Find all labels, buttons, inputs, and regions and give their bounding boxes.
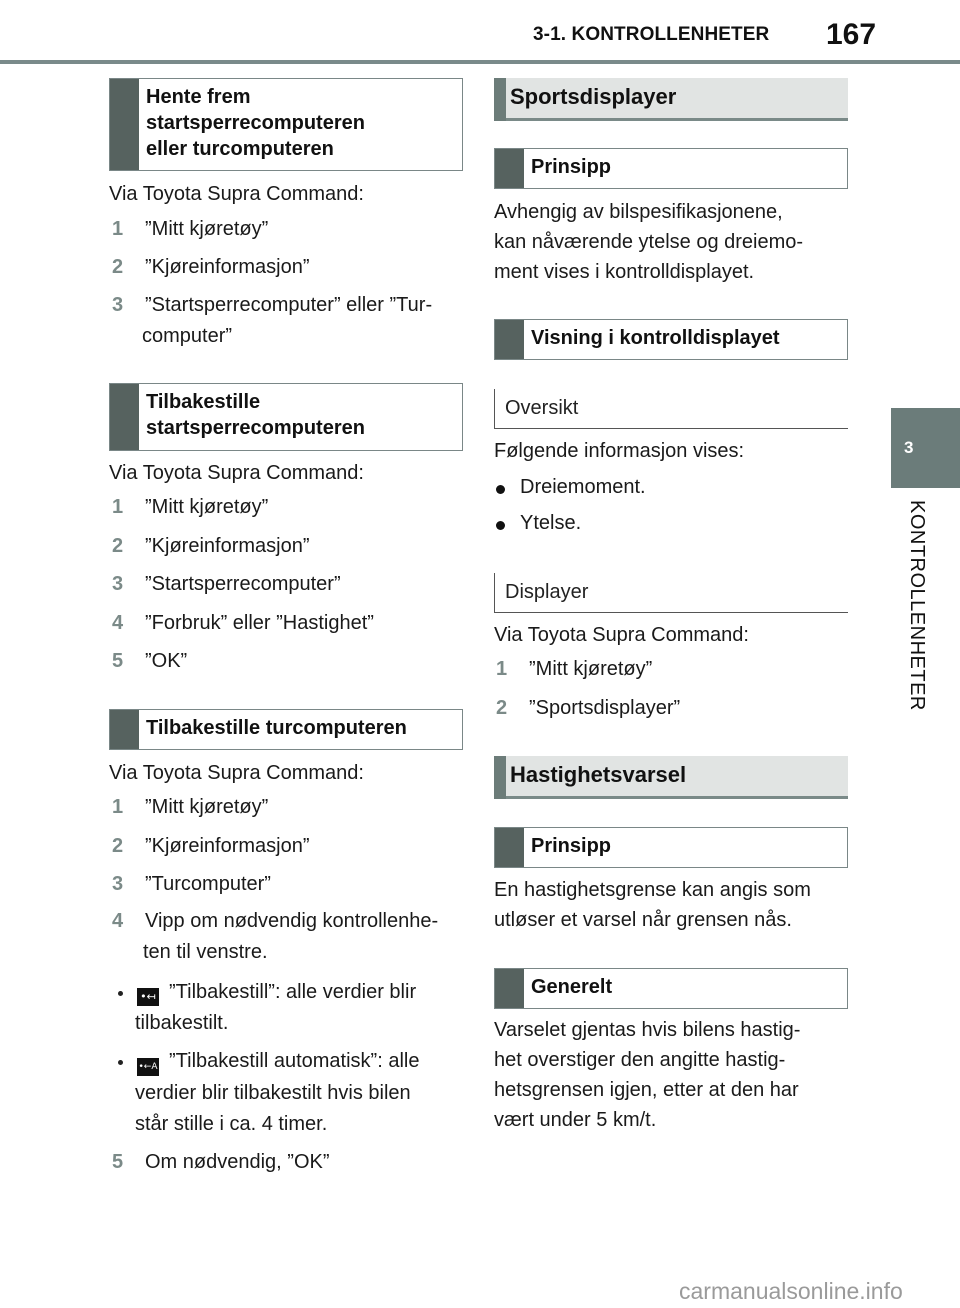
step-text: ”Forbruk” eller ”Hastighet”	[145, 612, 374, 634]
intro-text: Via Toyota Supra Command:	[109, 462, 364, 484]
step-text: ”Mitt kjøretøy”	[145, 496, 269, 518]
step-number: 3	[112, 294, 124, 316]
minorheading-oversikt	[494, 389, 848, 429]
minorheading-displayer	[494, 573, 848, 613]
step-text: ”Startsperrecomputer”	[145, 573, 341, 595]
bullet-dot	[118, 1060, 123, 1065]
step-number: 5	[112, 650, 124, 672]
paragraph-line: ment vises i kontrolldisplayet.	[494, 261, 755, 283]
paragraph-line: Avhengig av bilspesifikasjonene,	[494, 201, 783, 223]
paragraph-line: Varselet gjentas hvis bilens hastig-	[494, 1019, 801, 1041]
step-number: 2	[112, 256, 124, 278]
intro-text: Via Toyota Supra Command:	[109, 762, 364, 784]
step-text-continued: ten til venstre.	[143, 941, 268, 963]
intro-text: Via Toyota Supra Command:	[109, 183, 364, 205]
section-header-title: 3-1. KONTROLLENHETER	[533, 24, 770, 45]
paragraph-line: vært under 5 km/t.	[494, 1109, 657, 1131]
subheading-visning	[494, 319, 848, 360]
subheading-bar	[495, 149, 524, 188]
bullet-dot	[496, 521, 505, 530]
minorheading-label: Displayer	[505, 581, 589, 603]
bullet-dot	[118, 991, 123, 996]
step-number: 5	[112, 1151, 124, 1173]
heading-sportsdisplayer	[494, 78, 848, 121]
heading-label: Hastighetsvarsel	[510, 762, 687, 787]
subheading-bar	[495, 969, 524, 1008]
step-text: ”Turcomputer”	[145, 873, 271, 895]
chapter-side-label: KONTROLLENHETER	[906, 500, 928, 711]
subheading-label: Prinsipp	[531, 156, 612, 178]
page-number: 167	[826, 18, 877, 51]
step-text: Om nødvendig, ”OK”	[145, 1151, 330, 1173]
chapter-tab	[891, 408, 960, 488]
heading-bar	[494, 756, 506, 799]
subheading-bar	[110, 384, 139, 450]
step-text: ”Mitt kjøretøy”	[145, 796, 269, 818]
step-number: 1	[496, 658, 508, 680]
subheading-generelt	[494, 968, 848, 1009]
auto-reset-icon: •←A	[137, 1058, 159, 1076]
chapter-number: 3	[904, 438, 914, 457]
header-divider	[0, 60, 960, 64]
option-text: ”Tilbakestill automatisk”: alle	[169, 1050, 420, 1072]
option-line	[137, 1046, 419, 1077]
heading-label: Sportsdisplayer	[510, 84, 677, 109]
step-text: ”Mitt kjøretøy”	[145, 218, 269, 240]
subheading-line: Hente frem	[146, 86, 251, 108]
step-number: 2	[112, 835, 124, 857]
subheading-label: Generelt	[531, 976, 613, 998]
subheading-label: Prinsipp	[531, 835, 612, 857]
subheading-bar	[495, 828, 524, 867]
option-text-continued: står stille i ca. 4 timer.	[135, 1113, 328, 1135]
option-text-continued: tilbakestilt.	[135, 1012, 229, 1034]
subheading-prinsipp-speed	[494, 827, 848, 868]
step-number: 3	[112, 873, 124, 895]
step-text: ”Sportsdisplayer”	[529, 697, 681, 719]
step-number: 1	[112, 796, 124, 818]
paragraph-line: hetsgrensen igjen, etter at den har	[494, 1079, 799, 1101]
step-number: 2	[496, 697, 508, 719]
step-number: 2	[112, 535, 124, 557]
step-text: ”Startsperrecomputer” eller ”Tur-	[145, 294, 433, 316]
subheading-line: Tilbakestille	[146, 391, 261, 413]
subheading-label	[146, 389, 456, 441]
step-number: 1	[112, 496, 124, 518]
step-text: ”OK”	[145, 650, 188, 672]
intro-text: Via Toyota Supra Command:	[494, 624, 749, 646]
step-text-continued: computer”	[142, 325, 233, 347]
step-text: Vipp om nødvendig kontrollenhe-	[145, 910, 439, 932]
subheading-label	[146, 84, 456, 162]
option-line	[137, 977, 416, 1008]
step-text: ”Kjøreinformasjon”	[145, 535, 310, 557]
subheading-bar	[495, 320, 524, 359]
subheading-line: startsperrecomputeren	[146, 417, 365, 439]
watermark-link[interactable]: carmanualsonline.info	[679, 1278, 903, 1304]
intro-text: Følgende informasjon vises:	[494, 440, 745, 462]
paragraph-line: utløser et varsel når grensen nås.	[494, 909, 792, 931]
option-text: ”Tilbakestill”: alle verdier blir	[169, 981, 417, 1003]
paragraph-line: het overstiger den angitte hastig-	[494, 1049, 786, 1071]
subheading-tilbakestille-startsperre	[109, 383, 463, 451]
minorheading-label: Oversikt	[505, 397, 579, 419]
subheading-label: Tilbakestille turcomputeren	[146, 717, 407, 739]
option-text-continued: verdier blir tilbakestilt hvis bilen	[135, 1082, 411, 1104]
reset-icon: •↤	[137, 988, 159, 1006]
paragraph-line: kan nåværende ytelse og dreiemo-	[494, 231, 804, 253]
subheading-line: eller turcomputeren	[146, 138, 334, 160]
step-text: ”Kjøreinformasjon”	[145, 256, 310, 278]
step-number: 3	[112, 573, 124, 595]
heading-hastighetsvarsel	[494, 756, 848, 799]
step-number: 4	[112, 612, 124, 634]
subheading-label: Visning i kontrolldisplayet	[531, 327, 780, 349]
subheading-hente-frem	[109, 78, 463, 171]
subheading-line: startsperrecomputeren	[146, 112, 365, 134]
bullet-dot	[496, 485, 505, 494]
subheading-tilbakestille-turcomputer	[109, 709, 463, 750]
bullet-text: Dreiemoment.	[520, 476, 646, 498]
step-number: 4	[112, 910, 124, 932]
step-number: 1	[112, 218, 124, 240]
step-text: ”Kjøreinformasjon”	[145, 835, 310, 857]
subheading-bar	[110, 79, 139, 170]
heading-bar	[494, 78, 506, 121]
bullet-text: Ytelse.	[520, 512, 582, 534]
paragraph-line: En hastighetsgrense kan angis som	[494, 879, 811, 901]
subheading-bar	[110, 710, 139, 749]
subheading-prinsipp	[494, 148, 848, 189]
step-text: ”Mitt kjøretøy”	[529, 658, 653, 680]
